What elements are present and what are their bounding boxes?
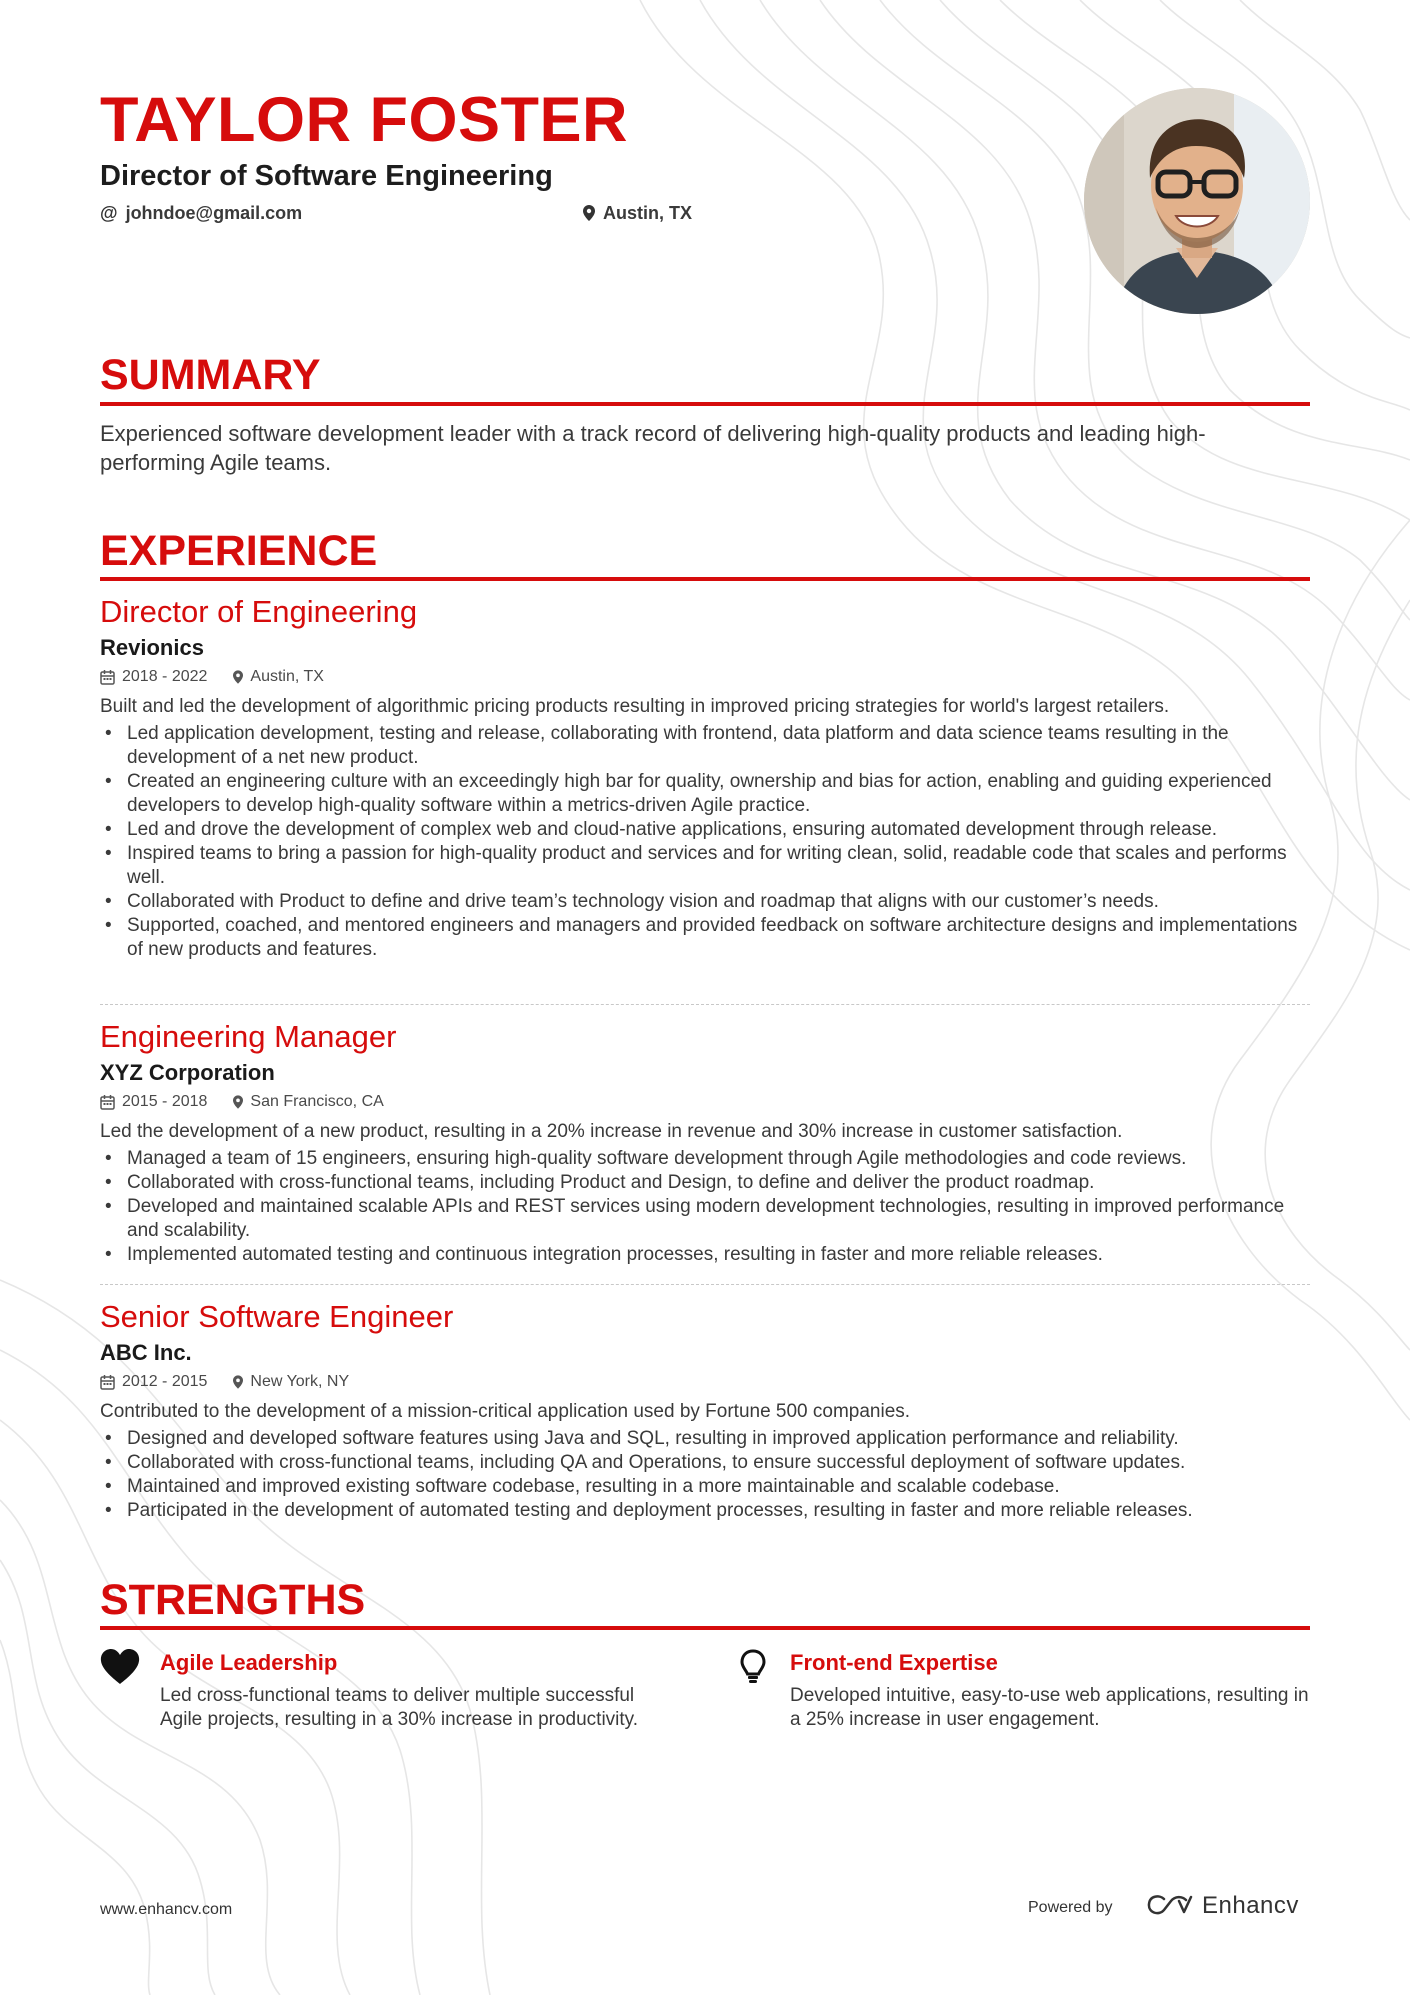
job-dates-text: 2012 - 2015: [122, 1373, 208, 1390]
at-icon: @: [100, 203, 118, 223]
job-title: Engineering Manager: [100, 1019, 397, 1054]
strength-title: Agile Leadership: [160, 1650, 338, 1675]
bullet-item: • Created an engineering culture with an exceedingly high bar for quality, ownership and bias for action, enabling and guiding experienced developers to develop high-quality software within a metrics-driven Agile practice.: [100, 770, 1310, 818]
job-dates-text: 2015 - 2018: [122, 1093, 208, 1110]
strength-description: Developed intuitive, easy-to-use web applications, resulting in a 25% increase in user engagement.: [790, 1685, 1309, 1730]
bullet-item: • Managed a team of 15 engineers, ensuring high-quality software development through Agile methodologies and code reviews.: [100, 1147, 1310, 1171]
job-location: [233, 1091, 383, 1113]
company-name: XYZ Corporation: [100, 1060, 275, 1085]
map-pin-icon: [583, 205, 595, 221]
location-text: Austin, TX: [603, 203, 692, 223]
job-entry: [100, 1298, 1310, 1523]
job-dates-text: 2018 - 2022: [122, 668, 208, 685]
job-dates: [100, 1091, 207, 1113]
candidate-title: Director of Software Engineering: [100, 160, 553, 192]
job-description: Contributed to the development of a mission-critical application used by Fortune 500 companies.: [100, 1401, 911, 1422]
job-meta: [100, 1371, 1310, 1393]
summary-text: Experienced software development leader with a track record of delivering high-quality products and leading high-performing Agile teams.: [100, 421, 1206, 475]
job-bullets: [100, 1427, 1310, 1523]
map-pin-icon: [233, 670, 243, 684]
lightbulb-icon: [740, 1649, 766, 1685]
powered-by-label: Powered by: [1028, 1899, 1113, 1916]
strength-description: Led cross-functional teams to deliver multiple successful Agile projects, resulting in a 30% increase in productivity.: [160, 1685, 639, 1730]
bullet-item: • Led application development, testing and release, collaborating with frontend, data platform and data science teams resulting in the development of a net new product.: [100, 722, 1310, 770]
job-divider: [100, 1284, 1310, 1285]
calendar-icon: [100, 1374, 115, 1390]
contact-location: [583, 200, 692, 226]
summary-heading: SUMMARY: [100, 351, 321, 399]
map-pin-icon: [233, 1095, 243, 1109]
bullet-item: • Led and drove the development of complex web and cloud-native applications, ensuring automated development through release.: [100, 818, 1310, 842]
job-meta: [100, 1091, 1310, 1113]
job-meta: [100, 666, 1310, 688]
footer-url[interactable]: www.enhancv.com: [100, 1901, 233, 1918]
calendar-icon: [100, 1094, 115, 1110]
job-entry: [100, 1018, 1310, 1267]
avatar-photo: [1084, 88, 1310, 314]
experience-rule: [100, 577, 1310, 581]
job-title: Senior Software Engineer: [100, 1299, 454, 1334]
brand-name: Enhancv: [1202, 1892, 1299, 1919]
bullet-item: • Designed and developed software features using Java and SQL, resulting in improved application performance and reliability.: [100, 1427, 1310, 1451]
bullet-item: • Developed and maintained scalable APIs and REST services using modern development technologies, resulting in improved performance and scalability.: [100, 1195, 1310, 1243]
job-divider: [100, 1004, 1310, 1005]
job-dates: [100, 666, 207, 688]
company-name: Revionics: [100, 635, 204, 660]
strengths-heading: STRENGTHS: [100, 1576, 366, 1624]
email-text: johndoe@gmail.com: [125, 203, 303, 223]
job-description: Led the development of a new product, resulting in a 20% increase in revenue and 30% increase in customer satisfaction.: [100, 1121, 1123, 1142]
job-location-text: New York, NY: [250, 1373, 350, 1390]
map-pin-icon: [233, 1375, 243, 1389]
job-bullets: [100, 722, 1310, 962]
job-location: [233, 666, 324, 688]
calendar-icon: [100, 669, 115, 685]
avatar: [1084, 88, 1310, 314]
job-dates: [100, 1371, 207, 1393]
bullet-item: • Collaborated with cross-functional teams, including QA and Operations, to ensure successful deployment of software updates.: [100, 1451, 1310, 1475]
enhancv-logo-icon: [1146, 1894, 1194, 1918]
enhancv-logo[interactable]: [1146, 1891, 1299, 1921]
bullet-item: • Participated in the development of automated testing and deployment processes, resulting in faster and more reliable releases.: [100, 1499, 1310, 1523]
job-entry: [100, 593, 1310, 962]
contact-email[interactable]: [100, 200, 302, 226]
strength-title: Front-end Expertise: [790, 1650, 998, 1675]
bullet-item: • Implemented automated testing and continuous integration processes, resulting in faster and more reliable releases.: [100, 1243, 1310, 1267]
strengths-rule: [100, 1626, 1310, 1630]
company-name: ABC Inc.: [100, 1340, 192, 1365]
bullet-item: • Inspired teams to bring a passion for high-quality product and services and for writing clean, solid, readable code that scales and performs well.: [100, 842, 1310, 890]
candidate-name: TAYLOR FOSTER: [100, 85, 629, 155]
job-location-text: Austin, TX: [250, 668, 324, 685]
experience-heading: EXPERIENCE: [100, 527, 378, 575]
heart-icon: [100, 1649, 140, 1685]
job-description: Built and led the development of algorithmic pricing products resulting in improved pricing strategies for world's largest retailers.: [100, 696, 1170, 717]
summary-rule: [100, 402, 1310, 406]
bullet-item: • Collaborated with Product to define and drive team’s technology vision and roadmap that aligns with our customer’s needs.: [100, 890, 1310, 914]
job-location: [233, 1371, 349, 1393]
job-location-text: San Francisco, CA: [250, 1093, 384, 1110]
bullet-item: • Maintained and improved existing software codebase, resulting in a more maintainable and scalable codebase.: [100, 1475, 1310, 1499]
bullet-item: • Supported, coached, and mentored engineers and managers and provided feedback on software architecture designs and implementations of new products and features.: [100, 914, 1310, 962]
job-bullets: [100, 1147, 1310, 1267]
job-title: Director of Engineering: [100, 594, 418, 629]
bullet-item: • Collaborated with cross-functional teams, including Product and Design, to define and deliver the product roadmap.: [100, 1171, 1310, 1195]
